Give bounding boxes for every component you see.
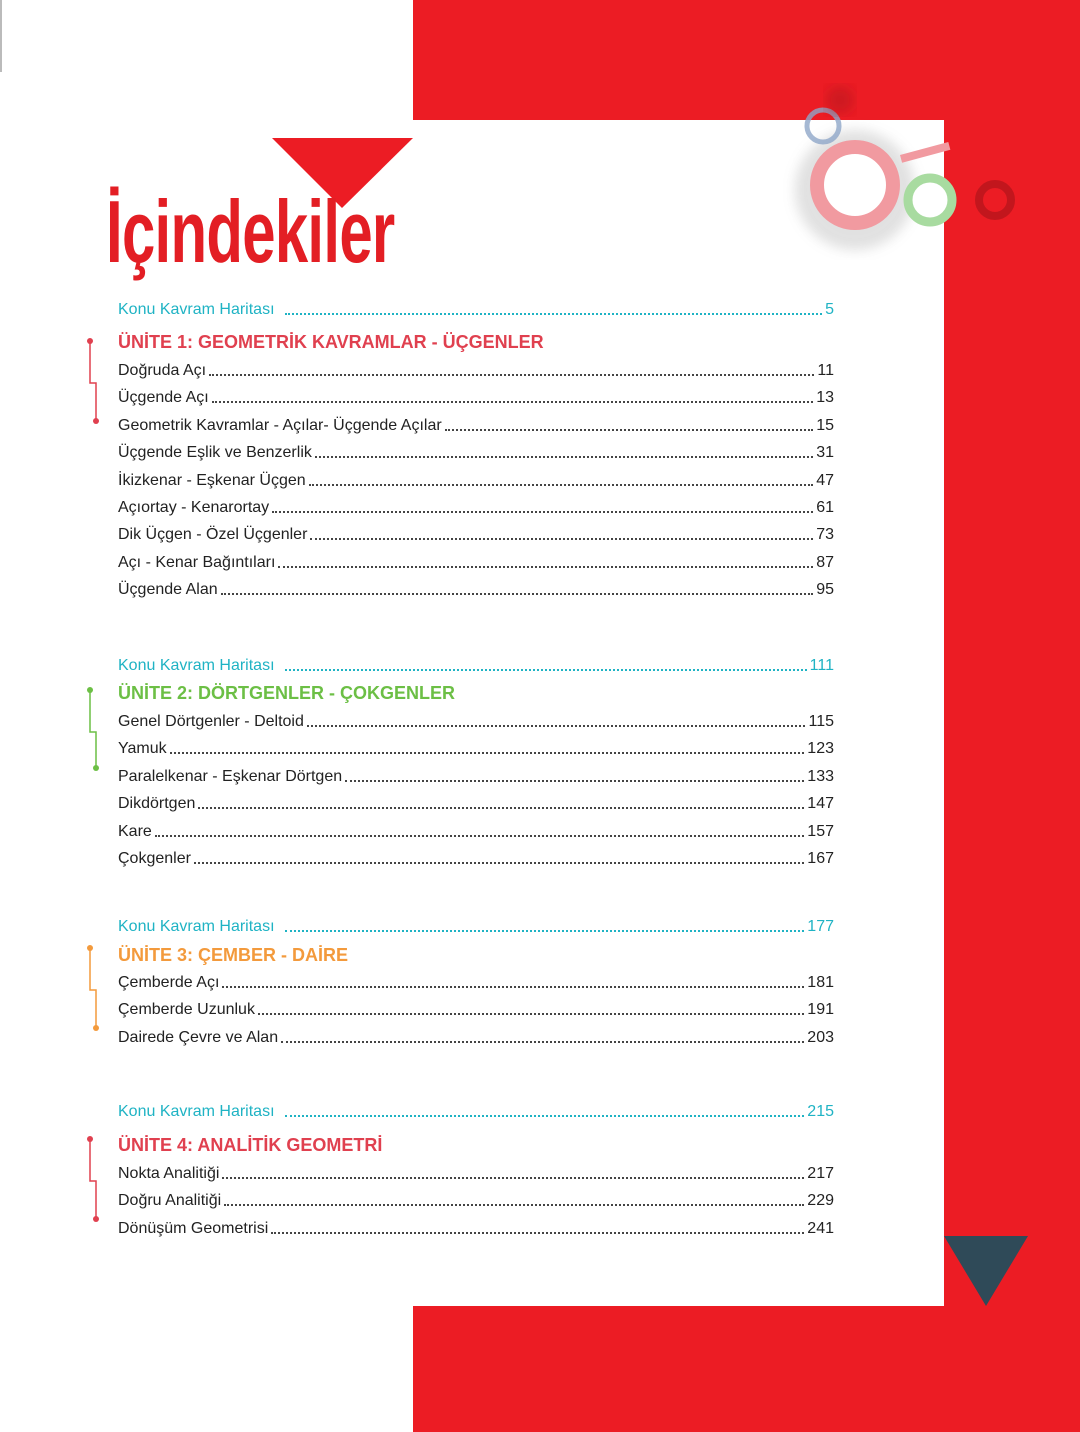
page-number: 73 (816, 526, 834, 544)
entry-label: Dairede Çevre ve Alan (118, 1028, 279, 1046)
entry-label: Üçgende Alan (118, 581, 218, 599)
unit-heading: ÜNİTE 4: ANALİTİK GEOMETRİ (118, 1135, 383, 1155)
konu-label: Konu Kavram Haritası (118, 301, 275, 318)
toc-entry[interactable] (118, 972, 834, 994)
konu-kavram-row[interactable] (118, 1101, 834, 1123)
toc-entry[interactable] (118, 387, 834, 409)
dot-leader (285, 669, 807, 671)
entry-label: Çokgenler (118, 850, 191, 867)
page-number: 167 (807, 850, 834, 867)
circles-decoration-icon (760, 60, 1060, 260)
entry-label: Açıortay - Kenarortay (118, 499, 270, 516)
dot-leader (278, 566, 813, 568)
dot-leader (198, 807, 804, 809)
entry-label: Paralelkenar - Eşkenar Dörtgen (118, 767, 343, 785)
page-number: 181 (807, 974, 834, 991)
entry-label: Dik Üçgen - Özel Üçgenler (118, 526, 308, 544)
entry-label: Dikdörtgen (118, 795, 196, 813)
unit4-bracket-icon (80, 1133, 110, 1228)
page-number: 229 (807, 1192, 834, 1210)
toc-entry[interactable] (118, 524, 834, 546)
toc-entry[interactable] (118, 470, 834, 492)
dot-leader (272, 511, 813, 513)
dark-triangle-icon (944, 1236, 1028, 1308)
dot-leader (285, 930, 805, 932)
toc-entry[interactable] (118, 552, 834, 574)
page-number: 157 (807, 822, 834, 840)
dot-leader (224, 1204, 804, 1206)
dot-leader (194, 862, 804, 864)
dot-leader (310, 538, 813, 540)
entry-label: İkizkenar - Eşkenar Üçgen (118, 471, 306, 489)
page-number: 87 (816, 553, 834, 571)
dot-leader (258, 1013, 804, 1015)
toc-entry[interactable] (118, 821, 834, 843)
page-number: 241 (807, 1219, 834, 1237)
page-number: 95 (816, 581, 834, 599)
dot-leader (271, 1232, 804, 1234)
unit-heading: ÜNİTE 3: ÇEMBER - DAİRE (118, 945, 349, 965)
dot-leader (212, 401, 813, 403)
page-title: İçindekiler (106, 182, 395, 281)
dot-leader (315, 456, 813, 458)
page-number: 177 (807, 918, 834, 935)
page-number: 217 (807, 1165, 834, 1182)
entry-label: Yamuk (118, 740, 167, 758)
toc-entry[interactable] (118, 1190, 834, 1212)
konu-kavram-row[interactable] (118, 916, 834, 938)
page-number: 133 (807, 767, 834, 785)
page-number: 13 (816, 389, 834, 407)
toc-entry[interactable] (118, 766, 834, 788)
page-number: 47 (816, 471, 834, 489)
dot-leader (445, 429, 814, 431)
entry-label: Doğru Analitiği (118, 1192, 222, 1210)
entry-label: Dönüşüm Geometrisi (118, 1219, 269, 1237)
entry-label: Üçgende Açı (118, 389, 209, 407)
entry-label: Açı - Kenar Bağıntıları (118, 553, 276, 571)
toc-entry[interactable] (118, 999, 834, 1021)
dot-leader (221, 593, 814, 595)
page-number: 31 (816, 444, 834, 462)
page-number: 191 (807, 1001, 834, 1019)
page-number: 15 (816, 416, 834, 434)
toc-entry[interactable] (118, 1163, 834, 1185)
entry-label: Geometrik Kavramlar - Açılar- Üçgende Açılar (118, 416, 442, 434)
dot-leader (209, 374, 814, 376)
page-number: 111 (809, 657, 834, 674)
toc-entry[interactable] (118, 1027, 834, 1049)
toc-entry[interactable] (118, 497, 834, 519)
konu-label: Konu Kavram Haritası (118, 657, 275, 674)
dot-leader (222, 1177, 804, 1179)
unit2-bracket-icon (80, 684, 110, 779)
page-number: 123 (807, 740, 834, 758)
entry-label: Genel Dörtgenler - Deltoid (118, 713, 304, 730)
dot-leader (155, 835, 805, 837)
unit-heading: ÜNİTE 1: GEOMETRİK KAVRAMLAR - ÜÇGENLER (118, 332, 544, 352)
toc-entry[interactable] (118, 1218, 834, 1240)
unit-heading: ÜNİTE 2: DÖRTGENLER - ÇOKGENLER (118, 683, 456, 703)
toc-entry[interactable] (118, 442, 834, 464)
toc-entry[interactable] (118, 738, 834, 760)
entry-label: Çemberde Açı (118, 974, 220, 991)
konu-label: Konu Kavram Haritası (118, 1103, 275, 1120)
konu-kavram-row[interactable] (118, 655, 834, 677)
edge-line (0, 0, 2, 72)
toc-entry[interactable] (118, 848, 834, 870)
page-number: 61 (816, 499, 834, 516)
toc-entry[interactable] (118, 711, 834, 733)
dot-leader (309, 484, 814, 486)
unit3-bracket-icon (80, 942, 110, 1037)
dot-leader (307, 725, 806, 727)
entry-label: Çemberde Uzunluk (118, 1001, 255, 1019)
konu-kavram-row[interactable] (118, 299, 834, 321)
dot-leader (170, 752, 805, 754)
entry-label: Kare (118, 822, 152, 840)
entry-label: Nokta Analitiği (118, 1165, 220, 1182)
page-number: 115 (808, 713, 834, 730)
toc-entry[interactable] (118, 579, 834, 601)
dot-leader (285, 313, 823, 315)
konu-label: Konu Kavram Haritası (118, 918, 275, 935)
entry-label: Doğruda Açı (118, 362, 207, 379)
toc-entry[interactable] (118, 793, 834, 815)
entry-label: Üçgende Eşlik ve Benzerlik (118, 444, 312, 462)
page-number: 215 (807, 1103, 834, 1120)
toc-entry[interactable] (118, 360, 834, 382)
dot-leader (222, 986, 804, 988)
page-number: 11 (817, 362, 834, 379)
page-number: 203 (807, 1028, 834, 1046)
dot-leader (285, 1115, 805, 1117)
dot-leader (345, 780, 804, 782)
page-number: 5 (825, 301, 834, 318)
toc-entry[interactable] (118, 415, 834, 437)
unit1-bracket-icon (80, 335, 110, 430)
page-number: 147 (807, 795, 834, 813)
dot-leader (281, 1041, 804, 1043)
